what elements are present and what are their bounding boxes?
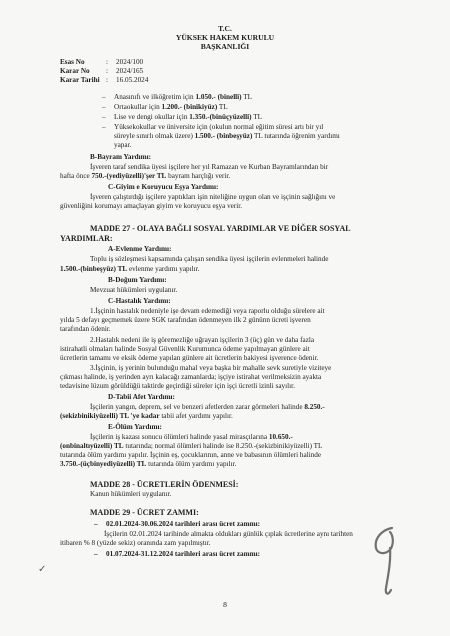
bayram-line: İşveren taraf sendika üyesi işçilere her yıl Ramazan ve Kurban Bayramlarından bir (90, 163, 329, 171)
madde27-title-cont: YARDIMLAR: (60, 234, 113, 243)
olum-line: tutarında ölüm yardımı yapılır. İşçinin eş, çocuklarının, anne ve babasının ölümleri halinde (60, 451, 322, 459)
olum-title: E-Ölüm Yardımı: (108, 423, 162, 431)
bayram-line: hafta önce 750.-(yediyüzelli)'şer TL bayram harçlığı verir. (60, 172, 231, 180)
olum-line: İşçilerin iş kazası sonucu ölümleri halinde yasal mirasçılarına 10.650.- (90, 433, 293, 441)
esas-sep: : (106, 58, 108, 66)
period1-line: itibaren % 8 (yüzde sekiz) oranında zam yapılmıştır. (60, 539, 211, 547)
hastalik-line: 3.İşçinin, iş yerinin bulunduğu mahal veya başka bir mahalle sevk suretiyle viziteye (90, 364, 332, 372)
education-item: – Lise ve dengi okullar için 1.350.-(binüçyüzelli) TL (114, 113, 262, 122)
esas-label: Esas No (60, 58, 85, 66)
dogum-title: B-Doğum Yardımı: (108, 276, 167, 284)
madde27-title: MADDE 27 - OLAYA BAĞLI SOSYAL YARDIMLAR VE DİĞER SOSYAL (90, 224, 351, 233)
hastalik-line: istirahatli olmaları halinde Sosyal Güvenlik Kurumunca ödeme yapılmayan günlere ait (60, 345, 310, 353)
check-mark-icon: ✓ (38, 564, 47, 575)
education-item-cont: süreyle sınırlı olmak üzere) 1.500.- (binbeşyüz) TL tutarında öğrenim yardımı (114, 132, 340, 140)
karar-tarihi-sep: : (106, 76, 108, 84)
olum-line: (onbinaltıyüzelli) TL tutarında; normal ölümleri halinde ise 8.250.-(sekizbinikiyüzelli) TL (60, 442, 323, 450)
hastalik-line: tarafından ödenir. (60, 325, 111, 333)
giyim-line: İşveren çalıştırdığı işçilere yaptıkları işin niteliğine uygun olan ve işçinin sağlığını ve (90, 193, 336, 201)
madde28-text: Kanun hükümleri uygulanır. (90, 490, 172, 498)
madde29-title: MADDE 29 - ÜCRET ZAMMI: (90, 508, 199, 517)
giyim-line: güvenliğini korumayı amaçlayan giyim ve koruyucu eşya verir. (60, 202, 243, 210)
karar-label: Karar No (60, 67, 90, 75)
esas-value: 2024/100 (116, 58, 144, 66)
hastalik-line: yılda 5 defayı geçmemek üzere SGK tarafından ödenmeyen ilk 2 gününn ücreti işveren (60, 316, 311, 324)
period1-line: İşçilerin 02.01.2024 tarihinde almakta oldukları günlük çıplak ücretlerine aynı tarihten (104, 530, 353, 538)
afet-title: D-Tabii Afet Yardımı: (108, 393, 175, 401)
karar-tarihi-label: Karar Tarihi (60, 76, 100, 84)
hastalik-line: 1.İşçinin hastalık nedeniyle işe devam edemediği veya raporlu olduğu sürelere ait (90, 307, 325, 315)
handwritten-mark-icon (364, 524, 404, 604)
education-item: – Ortaokullar için 1.200.- (binikiyüz) TL (114, 103, 228, 112)
period2-title: – 01.07.2024-31.12.2024 tarihleri arası ücret zammı: (106, 550, 260, 559)
period1-title: – 02.01.2024-30.06.2024 tarihleri arası ücret zammı: (106, 520, 260, 529)
hastalik-line: ücretlerin tamamı ve eksik ödeme yapılan günlere ait ücretlerin bakiyesi işverence ödenir. (60, 354, 319, 362)
education-item: – Yüksekokullar ve üniversite için (okulun normal eğitim süresi artı bir yıl (114, 123, 323, 132)
hastalik-line: çıkması halinde, iş yerinden ayrı kalacağı zamanlarda; işçiye istirahat verilmeksizin ayakta (60, 373, 322, 381)
evlenme-line: 1.500.-(binbeşyüz) TL evlenme yardımı yapılır. (60, 265, 200, 273)
header-dept: BAŞKANLIĞI (200, 42, 250, 51)
giyim-title: C-Giyim e Koruyucu Eşya Yardımı: (108, 183, 219, 191)
education-item: – Anasınıfı ve ilköğretim için 1.050.- (binelli) TL (114, 93, 252, 102)
header-tc: T.C. (218, 24, 232, 33)
bayram-title: B-Bayram Yardımı: (90, 153, 152, 161)
karar-value: 2024/165 (116, 67, 144, 75)
hastalik-line: tedavisine lüzum görüldüğü taktirde geçirdiği süreler için işçi ücretli izinli sayılır. (60, 382, 295, 390)
evlenme-title: A-Evlenme Yardımı: (108, 245, 172, 253)
header-org: YÜKSEK HAKEM KURULU (175, 33, 275, 42)
hastalik-line: 2.Hastalık nedeni ile iş göremezliğe uğrayan işçilerin 3 (üç) gün ve daha fazla (90, 336, 315, 344)
madde28-title: MADDE 28 - ÜCRETLERİN ÖDENMESİ: (90, 480, 239, 489)
karar-sep: : (106, 67, 108, 75)
education-item-cont: yapar. (114, 141, 132, 149)
afet-line: (sekizbinikiyüzelli) TL 'ye kadar tabii afet yardımı yapılır. (60, 412, 233, 420)
afet-line: İşçilerin yangın, deprem, sel ve benzeri afetlerden zarar görmeleri halinde 8.250.- (90, 403, 325, 411)
page-number: 8 (223, 600, 227, 609)
hastalik-title: C-Hastalık Yardımı: (108, 297, 171, 305)
dogum-text: Mevzuat hükümleri uygulanır. (90, 286, 178, 294)
evlenme-line: Toplu iş sözleşmesi kapsamında çalışan sendika üyesi işçilerin evlenmeleri halinde (90, 255, 329, 263)
karar-tarihi-value: 16.05.2024 (116, 76, 149, 84)
olum-line: 3.750.-(üçbinyediyüzelli) TL tutarında ölüm yardımı yapılır. (60, 460, 237, 468)
